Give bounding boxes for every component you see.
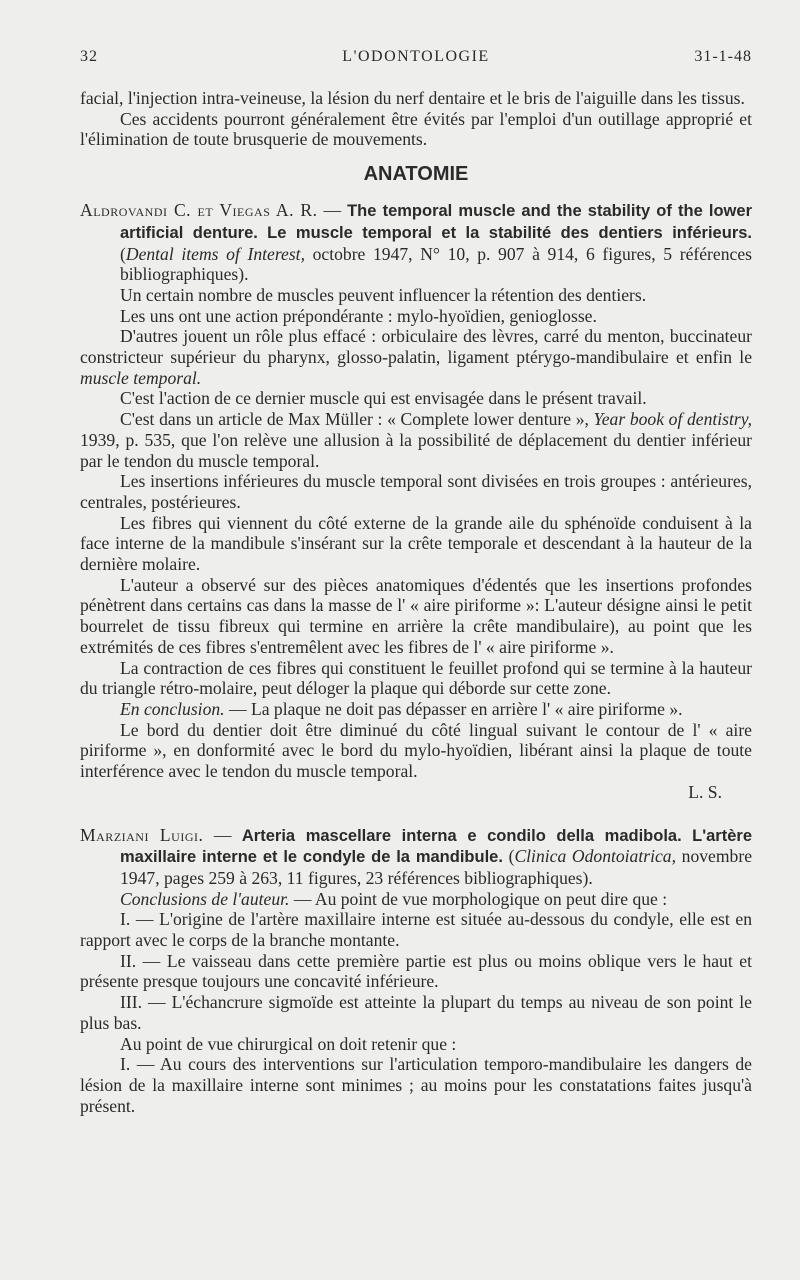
article1-paragraph: La contraction de ces fibres qui constituent le feuillet profond qui se termine à la hauteur du triangle rétro-molaire, peut déloger la plaque qui déborde sur cette zone.: [80, 657, 752, 699]
intro-paragraph-1: facial, l'injection intra-veineuse, la lésion du nerf dentaire et le bris de l'aiguille dans les tissus.: [80, 88, 745, 108]
article1-paragraph: D'autres jouent un rôle plus effacé : orbiculaire des lèvres, carré du menton, buccinateur constricteur supérieur du pharynx, glosso-palatin, ligament ptérygo-mandibulaire et enfin le muscle temporal.: [80, 326, 752, 388]
page-number: 32: [80, 48, 98, 65]
article2-journal: Clinica Odontoiatrica,: [514, 846, 676, 867]
article1-citation: Aldrovandi C. et Viegas A. R. — The temporal muscle and the stability of the lower artificial denture. Le muscle temporal et la stabilité des dentiers inférieurs. (Dental items of Interest, octobre 1947, N° 10, p. 907 à 914, 6 figures, 5 références bibliographiques).: [80, 200, 752, 285]
article2-conclusions-heading: Conclusions de l'auteur. — Au point de vue morphologique on peut dire que :: [120, 888, 668, 909]
article1-title-en: The temporal muscle and the stability of the lower artificial denture.: [120, 202, 752, 242]
article1-paragraph: C'est dans un article de Max Müller : « Complete lower denture », Year book of dentistry, 1939, p. 535, que l'on relève une allusion à la possibilité de déplacement du dentier inférieur par le tendon du muscle temporal.: [80, 409, 753, 471]
article2-title-it: Arteria mascellare interna e condilo della madibola.: [241, 826, 682, 845]
article2-title-fr: L'artère maxillaire interne et le condyle de la mandibule.: [120, 826, 752, 867]
article1-paragraph: C'est l'action de ce dernier muscle qui est envisagée dans le présent travail.: [120, 388, 647, 409]
article1-title-fr: Le muscle temporal et la stabilité des dentiers inférieurs.: [267, 223, 752, 242]
article2-point: III. — L'échancrure sigmoïde est atteinte la plupart du temps au niveau de son point le plus bas.: [80, 992, 752, 1033]
article1-conclusion: En conclusion. — La plaque ne doit pas dépasser en arrière l' « aire piriforme ».: [120, 698, 683, 719]
article2-citation: Marziani Luigi. — Arteria mascellare interna e condilo della madibola. L'artère maxillaire interne et le condyle de la mandibule. (Clinica Odontoiatrica, novembre 1947, pages 259 à 263, 11 figures, 23 références bibliographiques).: [80, 824, 753, 888]
journal-title: L'ODONTOLOGIE: [342, 48, 490, 65]
article2-point: I. — Au cours des interventions sur l'articulation temporo-mandibulaire les dangers de lésion de la maxillaire interne sont minimes ; au moins pour les constatations faites jusqu'à présent.: [80, 1054, 752, 1116]
article1-paragraph: Les insertions inférieures du muscle temporal sont divisées en trois groupes : antérieures, centrales, postérieures.: [80, 471, 752, 512]
article2-point: I. — L'origine de l'artère maxillaire interne est située au-dessous du condyle, elle est en rapport avec le corps de la branche montante.: [80, 909, 752, 951]
issue-date: 31-1-48: [694, 48, 752, 65]
article1-reference: octobre 1947, N° 10, p. 907 à 914, 6 figures, 5 références bibliographiques).: [120, 243, 752, 285]
article2-authors: Marziani Luigi.: [80, 824, 204, 845]
page-body: [80, 88, 752, 1116]
article1-signature: L. S.: [688, 781, 722, 802]
article2-reference: novembre 1947, pages 259 à 263, 11 figures, 23 références bibliographiques).: [120, 846, 753, 888]
article1-journal: Dental items of Interest,: [125, 243, 305, 264]
article1-authors: Aldrovandi C. et Viegas A. R.: [80, 200, 318, 221]
article1-paragraph: Les fibres qui viennent du côté externe de la grande aile du sphénoïde conduisent à la face interne de la mandibule s'insérant sur la crête temporale et descendant à la hauteur de la dernière molaire.: [80, 512, 752, 575]
running-header: [80, 48, 752, 70]
article2-point: Au point de vue chirurgical on doit retenir que :: [120, 1033, 457, 1054]
article1-paragraph: Le bord du dentier doit être diminué du côté lingual suivant le contour de l' « aire piriforme », en donformité avec le bord du mylo-hyoïdien, libérant ainsi la plaque de toute interférence avec le tendon du muscle temporal.: [80, 719, 752, 782]
article1-paragraph: L'auteur a observé sur des pièces anatomiques d'édentés que les insertions profondes pénètrent dans certains cas dans la masse de l' « aire piriforme »: L'auteur désigne ainsi le petit bourrelet de tissu fibreux qui termine en arrière la crête mandibulaire), au point que les extrémités de ces fibres s'entremêlent avec les fibres de l' « aire piriforme ».: [80, 574, 752, 657]
article1-paragraph: Un certain nombre de muscles peuvent influencer la rétention des dentiers.: [120, 284, 647, 305]
section-title: ANATOMIE: [363, 163, 469, 186]
intro-paragraph-2: Ces accidents pourront généralement être évités par l'emploi d'un outillage approprié et l'élimination de toute brusquerie de mouvements.: [80, 108, 752, 150]
article2-point: II. — Le vaisseau dans cette première partie est plus ou moins oblique vers le haut et présente presque toujours une concavité inférieure.: [80, 950, 752, 992]
article1-paragraph: Les uns ont une action prépondérante : mylo-hyoïdien, genioglosse.: [120, 305, 597, 326]
